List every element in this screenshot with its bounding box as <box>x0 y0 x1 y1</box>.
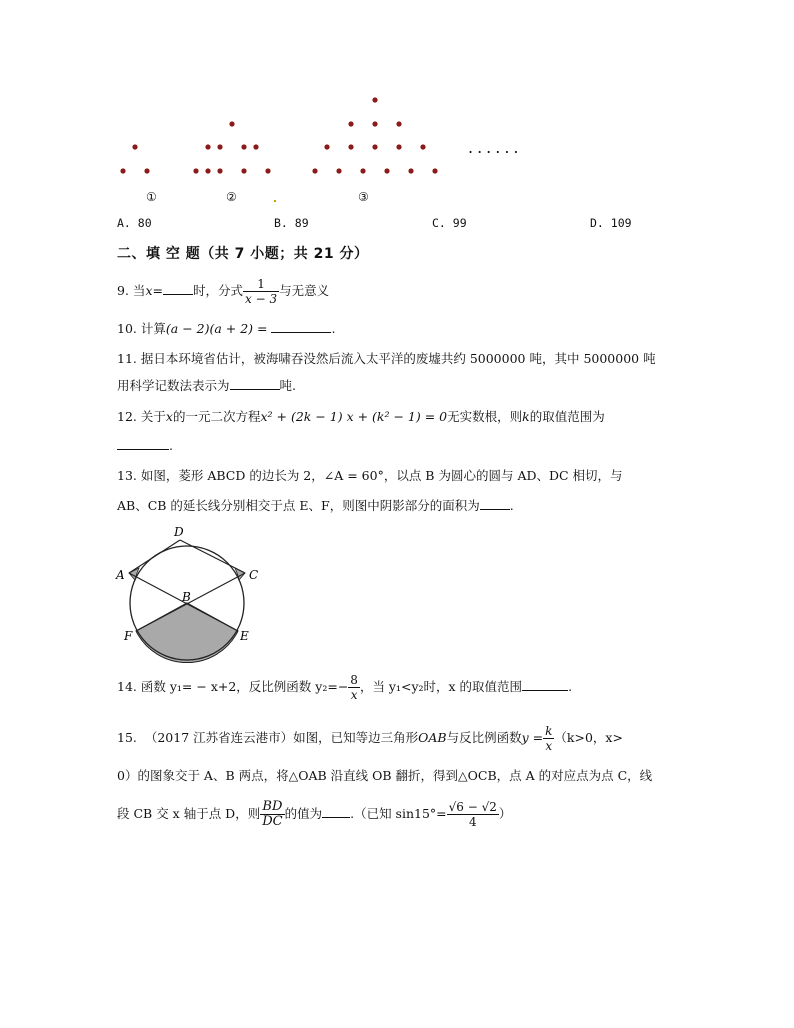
answer-blank[interactable] <box>163 294 193 295</box>
question-15-line2: 0）的图象交于 A、B 两点，将△OAB 沿直线 OB 翻折，得到△OCB，点 A 的对应点为点 C，线 <box>117 768 653 783</box>
label-a: A <box>116 568 125 582</box>
answer-blank[interactable] <box>522 690 568 691</box>
label-c: C <box>249 568 259 582</box>
answer-blank[interactable] <box>230 389 280 390</box>
fraction: $\frac{k}{x}$ <box>545 724 553 753</box>
sin-fraction: $\frac{√6 - √2}{4}$ <box>448 800 497 829</box>
choice-c: C. 99 <box>432 216 467 230</box>
ratio-fraction: $\frac{BD}{DC}$ <box>262 799 283 829</box>
small-mark <box>274 200 276 202</box>
rhombus-circle-diagram <box>112 522 262 672</box>
side-dc <box>180 540 245 573</box>
choice-a: A. 80 <box>117 216 152 230</box>
shaded-sector <box>136 603 238 663</box>
answer-blank[interactable] <box>480 509 510 510</box>
pattern-label-1: ① <box>146 190 157 204</box>
side-ad <box>129 540 180 573</box>
choice-b: B. 89 <box>274 216 309 230</box>
question-12-line2: . <box>117 438 173 454</box>
question-9: 9. 当x= 时，分式 $\frac{1}{x - 3}$ 与无意义 <box>117 277 330 306</box>
fraction: $\frac{8}{x}$ <box>350 673 358 702</box>
question-11-line1: 11. 据日本环境省估计，被海啸吞没然后流入太平洋的废墟共约 5000000 吨，其中 5000000 吨 <box>117 351 656 366</box>
answer-blank[interactable] <box>322 817 350 818</box>
question-10: 10. 计算(a − 2)(a + 2) = . <box>117 321 336 336</box>
ellipsis: ...... <box>468 138 523 157</box>
question-12-line1: 12. 关于x的一元二次方程x² + (2k − 1) x + (k² − 1) = 0无实数根，则k的取值范围为 <box>117 409 605 424</box>
label-e: E <box>240 629 249 643</box>
pattern-label-3: ③ <box>358 190 369 204</box>
label-d: D <box>174 525 184 539</box>
section-title: 二、填 空 题（共 7 小题；共 21 分） <box>117 246 369 262</box>
answer-blank[interactable] <box>117 449 169 450</box>
pattern-1 <box>120 144 149 173</box>
question-11-line2: 用科学记数法表示为 吨. <box>117 378 296 393</box>
label-f: F <box>124 629 133 643</box>
pattern-2 <box>193 121 270 173</box>
choice-d: D. 109 <box>590 216 632 230</box>
pattern-3 <box>312 97 437 173</box>
question-15-line3: 段 CB 交 x 轴于点 D，则 $\frac{BD}{DC}$ 的值为 .（已知 sin15°= $\frac{√6 - √2}{4}$ ） <box>117 799 512 829</box>
label-b: B <box>182 590 191 604</box>
pattern-label-2: ② <box>226 190 237 204</box>
question-14: 14. 函数 y₁= − x+2，反比例函数 y₂=− $\frac{8}{x}$ ，当 y₁<y₂时，x 的取值范围 . <box>117 673 573 702</box>
fraction: $\frac{1}{x - 3}$ <box>245 277 278 306</box>
question-15-line1: 15. （2017 江苏省连云港市）如图，已知等边三角形OAB与反比例函数y = $\frac{k}{x}$ （k>0，x> <box>117 724 623 753</box>
question-13-line2: AB、CB 的延长线分别相交于点 E、F，则图中阴影部分的面积为 . <box>117 498 514 513</box>
question-13-line1: 13. 如图，菱形 ABCD 的边长为 2，∠A = 60°，以点 B 为圆心的圆与 AD、DC 相切，与 <box>117 468 623 483</box>
answer-blank[interactable] <box>271 332 331 333</box>
